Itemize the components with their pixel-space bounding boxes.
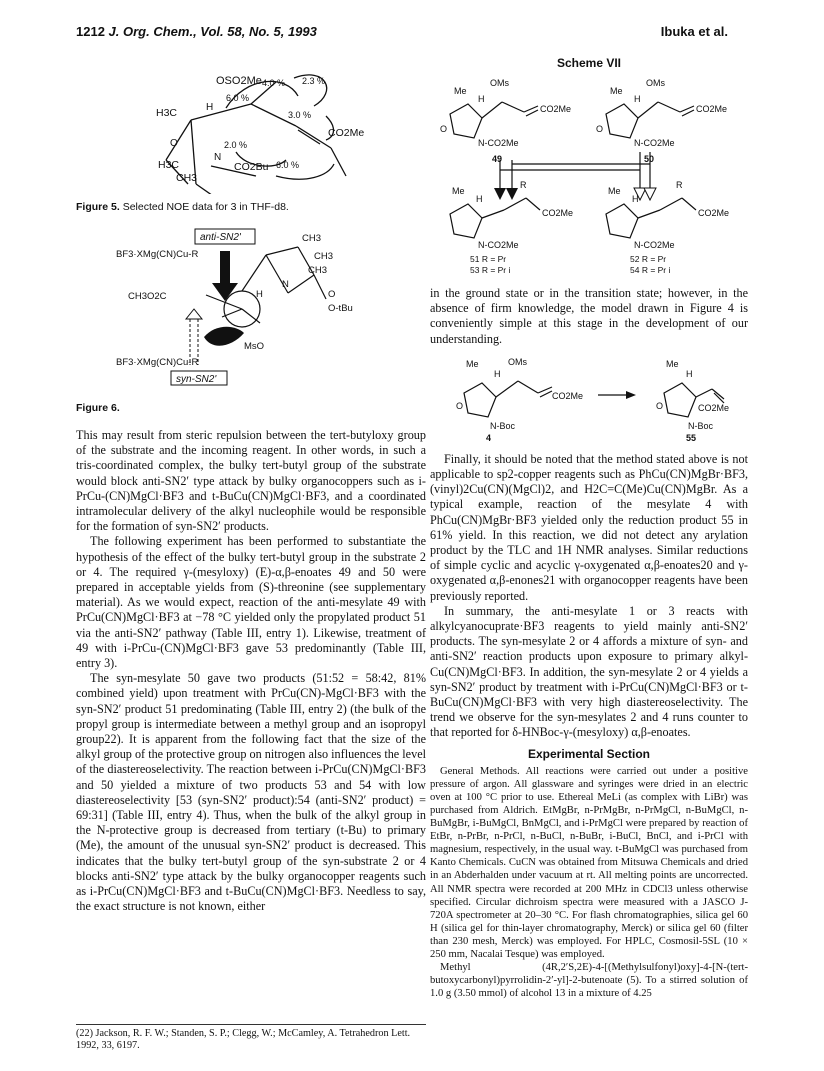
s7-h-51: H	[476, 194, 483, 204]
s7-h-52: H	[632, 194, 639, 204]
right-column	[430, 56, 748, 1000]
figure-6-attack-model	[76, 227, 426, 387]
s7-nco2me-51: N-CO2Me	[478, 240, 519, 250]
running-head-author: Ibuka et al.	[660, 24, 728, 39]
fig6-ch3-a: CH3	[302, 233, 322, 244]
s7-nco2me-52: N-CO2Me	[634, 240, 675, 250]
s7-r-52: R	[676, 180, 683, 190]
fig6-n: N	[282, 279, 289, 290]
fig5-pct-40: 4.0 %	[262, 78, 286, 88]
s7-label-54: 54 R = Pr i	[630, 265, 671, 275]
scheme-vii-title: Scheme VII	[556, 56, 622, 70]
fig6-ch3-c: CH3	[308, 265, 328, 276]
s7-co2me-50: CO2Me	[696, 104, 728, 114]
red-me-55: Me	[666, 358, 679, 369]
s7-o-50: O	[596, 124, 604, 134]
s7-label-52: 52 R = Pr	[630, 254, 667, 264]
s7-nco2me-49: N-CO2Me	[478, 138, 519, 148]
fig5-pct-60b: 6.0 %	[276, 160, 300, 170]
fig6-mso: MsO	[244, 341, 265, 352]
fig6-h: H	[256, 289, 263, 300]
fig6-obu: O-tBu	[328, 303, 353, 314]
s7-co2me-52: CO2Me	[698, 208, 730, 218]
figure-5-noe-structure	[76, 56, 426, 194]
fig5-h3c-bottom: H3C	[158, 159, 180, 171]
left-paragraph: The following experiment has been performed to substantiate the hypothesis of the effect of the bulky tert-butyl group in the substrate 2 or 4. The required γ-(mesyloxy) (E)-α,β-enoates 49 and 50 were prepared in acceptable yields from (S)-threonine (see supplementary material). As we would expect, reaction of the anti-mesylate 49 with PrCu(CN)MgCl·BF3 at −78 °C yielded only the propylated product 51 via the anti-SN2′ pathway (Table III, entry 1). Likewise, treatment of 49 with i-PrCu-(CN)MgCl·BF3 gave 53 predominantly (Table III, entry 3).	[76, 534, 426, 671]
left-paragraph: The syn-mesylate 50 gave two products (51:52 = 58:42, 81% combined yield) upon treatment with PrCu(CN)-MgCl·BF3 with the syn-SN2′ product 51 predominating (Table III, entry 2) (the bulk of the propyl group is intermediate between a methyl group and an isopropyl group22). It is apparent from the following fact that the size of the alkyl group of the protective group on nitrogen also influences the level of the diastereoselectivity. The reaction between i-PrCu(CN)MgCl·BF3 and 50 yielded a mixture of two products 53 and 54 with low diastereoselectivity [53 (syn-SN2′ product):54 (anti-SN2′ product) = 69:31] (Table III, entry 4). Thus, when the bulk of the alkyl group in the N-protective group is decreased from tertiary (t-Bu) to primary (Me), the amount of the unusual syn-SN2′ product is decreased. This indicates that the bulky tert-butyl group of the syn-substrate 2 or 4 blocks anti-SN2′ type attack by the bulky organocopper reagents such as i-PrCu(CN)MgCl·BF3 and t-BuCu(CN)MgCl·BF3. Needless to say, the exact structure is not known, either	[76, 671, 426, 914]
s7-me-52: Me	[608, 186, 621, 196]
fig5-co2me: CO2Me	[328, 127, 365, 139]
s7-r-51: R	[520, 180, 527, 190]
experimental-paragraph: Methyl (4R,2′S,2E)-4-[(Methylsulfonyl)oxy]-4-[N-(tert-butoxycarbonyl)pyrrolidin-2′-yl]-2-butenoate (5). To a stirred solution of 1.0 g (3.50 mmol) of alcohol 13 in a mixture of 4.25	[430, 962, 748, 1000]
running-head	[76, 24, 728, 44]
fig5-oso2me: OSO2Me	[216, 75, 262, 87]
s7-label-51: 51 R = Pr	[470, 254, 507, 264]
fig6-syn-label: syn-SN2'	[176, 374, 217, 385]
fig6-ch3o2c: CH3O2C	[128, 291, 167, 302]
fig6-reagent-bottom: BF3·XMg(CN)Cu-R	[116, 357, 199, 368]
red-o-4: O	[456, 400, 464, 411]
s7-oms-50: OMs	[646, 78, 665, 88]
footnote: (22) Jackson, R. F. W.; Standen, S. P.; Clegg, W.; McCamley, A. Tetrahedron Lett. 1992, 33, 6197.	[76, 1024, 426, 1053]
s7-co2me-49: CO2Me	[540, 104, 572, 114]
red-compound-4: 4	[486, 432, 492, 443]
s7-label-53: 53 R = Pr i	[470, 265, 511, 275]
s7-compound-49: 49	[492, 154, 503, 164]
s7-h-49: H	[478, 94, 485, 104]
s7-compound-50: 50	[644, 154, 655, 164]
s7-h-50: H	[634, 94, 641, 104]
left-text	[76, 428, 426, 915]
red-o-55: O	[656, 400, 664, 411]
red-oms-4: OMs	[508, 356, 527, 367]
fig5-h3c-top: H3C	[156, 107, 178, 119]
fig5-o: O	[170, 138, 178, 149]
fig5-co2bu: CO2Bu	[234, 161, 269, 173]
fig5-pct-60a: 6.0 %	[226, 93, 250, 103]
figure-5-caption: Figure 5. Selected NOE data for 3 in THF-d8.	[76, 201, 289, 213]
s7-oms-49: OMs	[490, 78, 509, 88]
red-co2me-55: CO2Me	[698, 402, 730, 413]
s7-co2me-51: CO2Me	[542, 208, 574, 218]
fig5-pct-23: 2.3 %	[302, 76, 326, 86]
red-compound-55: 55	[686, 432, 697, 443]
experimental-section-title: Experimental Section	[527, 746, 651, 761]
scheme-vii-structures	[430, 72, 748, 277]
red-h-4: H	[494, 368, 501, 379]
experimental-paragraph: General Methods. All reactions were carried out under a positive pressure of argon. All glassware and syringes were dried in an electric oven at 100 °C prior to use. Ethereal MeLi (as complex with LiBr) was purchased from Aldrich. EtMgBr, n-PrMgBr, n-PrMgCl, n-BuMgCl, n-BuMgBr, i-BuMgCl, BnMgCl, and i-PrMgCl were prepared by reaction of EtBr, n-PrBr, n-PrCl, n-BuCl, n-BuBr, i-BuCl, BnCl, and i-PrCl with magnesium, respectively, in the usual way. t-BuMgCl was purchased from Kanto Chemicals. CuCN was obtained from Mitsuwa Chemicals and dried in an Abderhalden under vacuum at rt. All melting points are uncorrected. All NMR spectra were recorded at 200 MHz in CDCl3 unless otherwise specified. Circular dichroism spectra were measured with a JASCO J-720A spectrometer at 20–30 °C. For flash chromatographies, silica gel 60 H (silica gel for thin-layer chromatography, Merck) or silica gel 60 (filter than 230 mesh, Merck) was employed. For HPLC, Cosmosil-5SL (10 × 250 mm, Nacalai Tesque) was employed.	[430, 765, 748, 960]
fig5-h: H	[206, 102, 214, 113]
fig6-anti-label: anti-SN2'	[200, 232, 241, 243]
red-co2me-4: CO2Me	[552, 390, 584, 401]
journal-citation: J. Org. Chem., Vol. 58, No. 5, 1993	[108, 24, 317, 39]
red-boc-55: N-Boc	[688, 420, 714, 431]
left-paragraph: This may result from steric repulsion between the tert-butyloxy group of the substrate and the incoming reagent. In other words, in such a tris-coordinated complex, the bulky tert-butyl group of the substrate would block anti-SN2′ type attack by bulky organocoppers such as i-PrCu-(CN)MgCl·BF3 and t-BuCu(CN)MgCl·BF3, and a coordinated intramolecular delivery of the alkyl nucleophile would be responsible for the formation of syn-SN2′ products.	[76, 428, 426, 534]
s7-me-49: Me	[454, 86, 467, 96]
s7-o-49: O	[440, 124, 448, 134]
fig5-ch3: CH3	[176, 172, 198, 184]
figure-6-caption: Figure 6.	[76, 402, 120, 414]
right-paragraph: In summary, the anti-mesylate 1 or 3 reacts with alkylcyanocuprate·BF3 reagents to yield mainly anti-SN2′ products. The syn-mesylate 2 or 4 affords a mixture of syn- and anti-SN2′ reaction products upon exposure to primary alkyl-Cu(CN)MgCl·BF3. In addition, the syn-mesylate 2 or 4 yields a syn-SN2′ product by treatment with i-PrCu(CN)MgCl·BF3 or t-BuCu(CN)MgCl·BF3 with very high diastereoselectivity. The trend we observe for the syn-mesylates 2 and 4 runs counter to that reported for δ-HNBoc-γ-(mesyloxy) α,β-enoates.	[430, 603, 748, 740]
fig5-pct-30: 3.0 %	[288, 110, 312, 120]
red-boc-4: N-Boc	[490, 420, 516, 431]
fig6-reagent-top: BF3·XMg(CN)Cu-R	[116, 249, 199, 260]
right-paragraph: Finally, it should be noted that the method stated above is not applicable to sp2-copper reagents such as PhCu(CN)MgBr·BF3, (vinyl)2Cu(CN)(MgCl)2, and H2C=C(Me)Cu(CN)MgBr. As a typical example, reaction of the mesylate 4 with PhCu(CN)MgBr·BF3 yielded only the reduction product 55 in 61% yield. In this reaction, we did not detect any arylation product by the TLC and 1H NMR analyses. Similar reductions of simple cyclic and acyclic γ-oxygenated α,β-enoates20 and γ-oxygenated α,β-enones21 with organocopper reagents have been previously reported.	[430, 451, 748, 603]
left-column	[76, 56, 426, 915]
fig6-ch3-b: CH3	[314, 251, 334, 262]
reduction-scheme	[430, 353, 748, 443]
red-h-55: H	[686, 368, 693, 379]
red-me-4: Me	[466, 358, 479, 369]
page-number: 1212	[76, 24, 105, 39]
fig6-o: O	[328, 289, 336, 300]
s7-nco2me-50: N-CO2Me	[634, 138, 675, 148]
fig5-pct-20: 2.0 %	[224, 140, 248, 150]
figure-6	[76, 227, 426, 414]
right-paragraph: in the ground state or in the transition state; however, in the absence of firm knowledge, the model drawn in Figure 4 is conveniently simple at this stage in the development of our understanding.	[430, 286, 748, 346]
s7-me-51: Me	[452, 186, 465, 196]
fig5-n: N	[214, 152, 222, 163]
s7-me-50: Me	[610, 86, 623, 96]
figure-5	[76, 56, 426, 213]
